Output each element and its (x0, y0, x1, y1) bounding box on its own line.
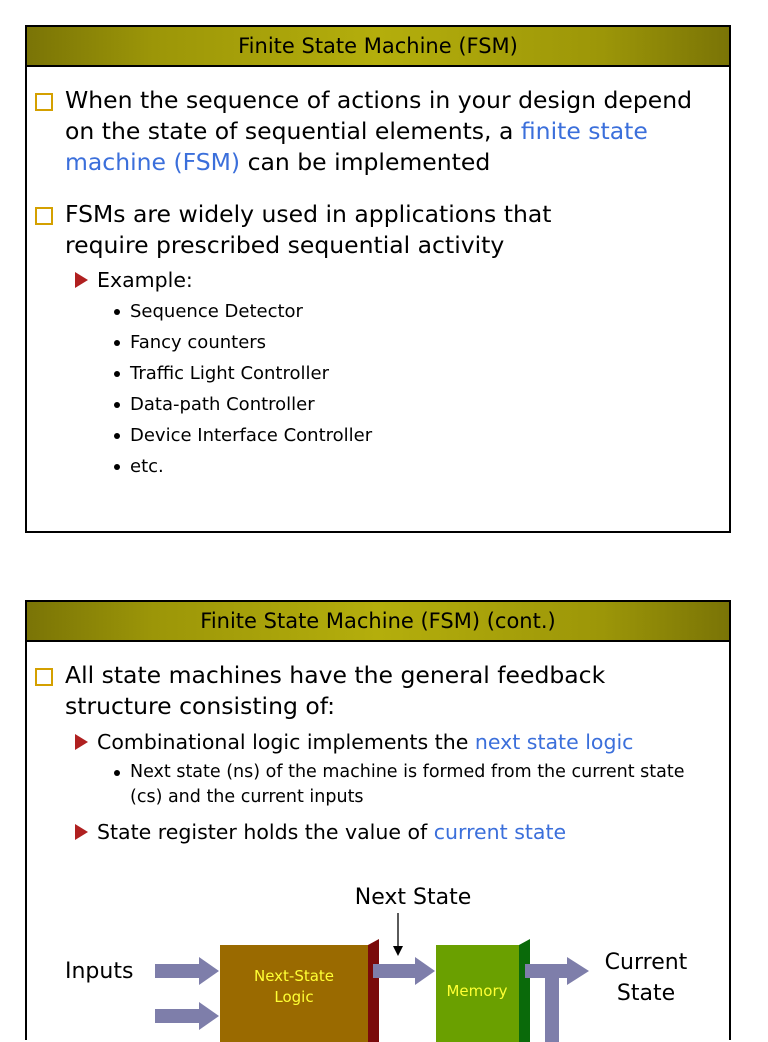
slide-2-title: Finite State Machine (FSM) (cont.) (27, 602, 729, 642)
checkbox-bullet-icon (35, 207, 53, 225)
list-item: Traffic Light Controller (112, 358, 329, 389)
inputs-label: Inputs (65, 959, 134, 984)
checkbox-bullet-icon (35, 93, 53, 111)
fsm-highlight: finite state machine (FSM) (65, 117, 648, 176)
current-state-label-1: Current (604, 950, 688, 975)
bullet-dot-icon (114, 340, 120, 346)
memory-block-side (519, 939, 530, 1042)
next-state-pointer-head (393, 946, 403, 956)
fsm-diagram (27, 602, 733, 1042)
bullet-dot-icon (114, 309, 120, 315)
slide-1-bullet-1: When the sequence of actions in your design depend on the state of sequential elements, a finite state machine (FSM) can be implemented (35, 85, 725, 178)
logic-block-label-1: Next-State (253, 967, 335, 985)
slide-2-detail: Next state (ns) of the machine is formed from the current state (cs) and the current inputs (112, 760, 710, 810)
next-state-label: Next State (354, 885, 472, 910)
list-item: Fancy counters (112, 327, 266, 358)
logic-block-label-2: Logic (274, 988, 314, 1006)
arrow-bullet-icon (75, 272, 88, 288)
memory-block-label: Memory (446, 982, 508, 1000)
slide-2-sub-bullet-2: State register holds the value of current state (75, 818, 566, 846)
example-label: Example: (75, 266, 193, 294)
list-item: Data-path Controller (112, 389, 315, 420)
bullet-dot-icon (114, 464, 120, 470)
bullet-dot-icon (114, 371, 120, 377)
bullet-dot-icon (114, 402, 120, 408)
input-arrow-icon (155, 1002, 219, 1030)
list-item: Device Interface Controller (112, 420, 372, 451)
slide-2 (25, 600, 731, 1040)
feedback-path (545, 978, 559, 1042)
logic-block-side (368, 939, 379, 1042)
slide-2-sub-bullet-1: Combinational logic implements the next state logic (75, 728, 633, 756)
list-item: etc. (112, 451, 164, 482)
bullet-dot-icon (114, 433, 120, 439)
input-arrow-icon (155, 957, 219, 985)
next-state-arrow-icon (373, 957, 435, 985)
slide-1 (25, 25, 731, 533)
slide-2-bullet-1: All state machines have the general feedback structure consisting of: (35, 660, 715, 722)
list-item: Sequence Detector (112, 296, 303, 327)
slide-1-bullet-2: FSMs are widely used in applications that require prescribed sequential activity (35, 199, 635, 261)
slide-1-title: Finite State Machine (FSM) (27, 27, 729, 67)
current-state-highlight: current state (433, 820, 567, 844)
current-state-label-2: State (616, 981, 676, 1006)
next-state-logic-highlight: next state logic (474, 730, 634, 754)
